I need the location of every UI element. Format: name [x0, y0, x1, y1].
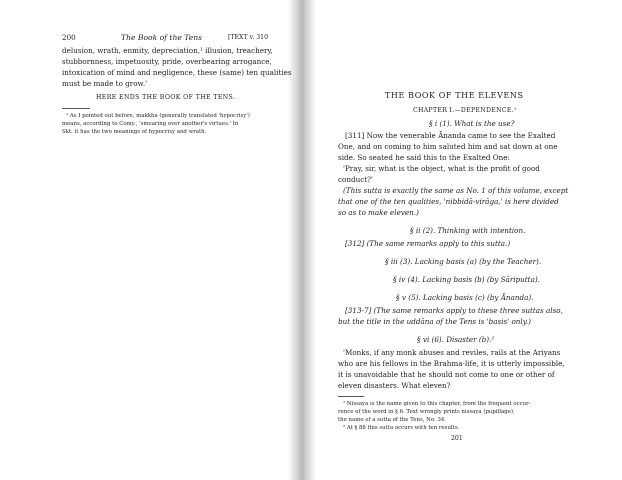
- right-footnote-line: ¹ Nissaya is the name given to this chapter, from the frequent occur-: [343, 401, 531, 407]
- section-1-line: conduct?': [338, 175, 373, 184]
- section-2-line: [312] (The same remarks apply to this sutta.): [345, 239, 511, 248]
- section-5-line: but the title in the uddāna of the Tens is 'basis' only.): [338, 317, 531, 326]
- left-page: [0, 0, 305, 480]
- section-heading-6: § vi (6). Disaster (b).²: [417, 335, 495, 344]
- right-footnote-line: the name of a sutta of the Tens, No. 34.: [338, 417, 447, 423]
- footnote-rule: [338, 396, 364, 397]
- section-1-note: (This sutta is exactly the same as No. 1 of this volume, except: [343, 186, 569, 195]
- left-body-line: must be made to grow.': [62, 79, 148, 88]
- book-title: THE BOOK OF THE ELEVENS: [385, 91, 524, 100]
- section-6-line: who are his fellows in the Brahma-life, it is utterly impossible,: [338, 359, 565, 368]
- section-6-line: eleven disasters. What eleven?: [338, 381, 451, 390]
- left-body-line: delusion, wrath, enmity, depreciation,¹ illusion, treachery,: [62, 46, 273, 55]
- left-footnote-line: means, according to Comy., 'smearing over another's virtues.' In: [62, 121, 239, 127]
- section-1-line: 'Pray, sir, what is the object, what is the profit of good: [343, 164, 540, 173]
- section-heading-3: § iii (3). Lacking basis (a) (by the Teacher).: [385, 257, 542, 266]
- section-1-line: side. So seated he said this to the Exalted One:: [338, 153, 510, 162]
- section-1-note: so as to make eleven.): [338, 208, 419, 217]
- section-5-line: [313-7] (The same remarks apply to these three suttas also,: [345, 306, 563, 315]
- left-body-line: intoxication of mind and negligence, these (same) ten qualities: [62, 68, 292, 77]
- section-heading-1: § i (1). What is the use?: [429, 119, 515, 128]
- section-heading-5: § v (5). Lacking basis (c) (by Ānanda).: [396, 293, 534, 302]
- section-1-line: [311] Now the venerable Ānanda came to see the Exalted: [345, 131, 556, 140]
- chapter-heading: CHAPTER I.—DEPENDENCE.¹: [413, 107, 517, 114]
- right-page: [305, 0, 622, 480]
- right-footnote-line: ² At § 88 this sutta occurs with ten results.: [343, 425, 460, 431]
- left-footnote-line: ¹ As I pointed out before, makkha (generally translated 'hypocrisy'): [66, 113, 250, 119]
- section-6-line: it is unavoidable that he should not come to one or other of: [338, 370, 555, 379]
- left-running-title: The Book of the Tens: [121, 33, 203, 42]
- left-end-note: HERE ENDS THE BOOK OF THE TENS.: [96, 94, 236, 101]
- left-body-line: stubbornness, impetuosity, pride, overbearing arrogance,: [62, 57, 272, 66]
- left-footnote-line: Skt. it has the two meanings of hypocrisy and wrath.: [62, 129, 207, 135]
- footnote-rule: [62, 108, 90, 109]
- section-1-line: One, and on coming to him saluted him and sat down at one: [338, 142, 558, 151]
- section-heading-2: § ii (2). Thinking with intention.: [410, 226, 526, 235]
- right-footnote-line: rence of the word in § 6. Text wrongly prints nissaya (pupillage),: [338, 409, 515, 415]
- section-1-note: that one of the ten qualities, 'nibbidā-virāga,' is here divided: [338, 197, 559, 206]
- left-page-number: 200: [62, 33, 76, 42]
- left-text-ref: [TEXT v. 310: [228, 34, 269, 41]
- right-page-number: 201: [451, 435, 463, 442]
- section-6-line: 'Monks, if any monk abuses and reviles, rails at the Ariyans: [343, 348, 561, 357]
- section-heading-4: § iv (4). Lacking basis (b) (by Sāriputta).: [393, 275, 540, 284]
